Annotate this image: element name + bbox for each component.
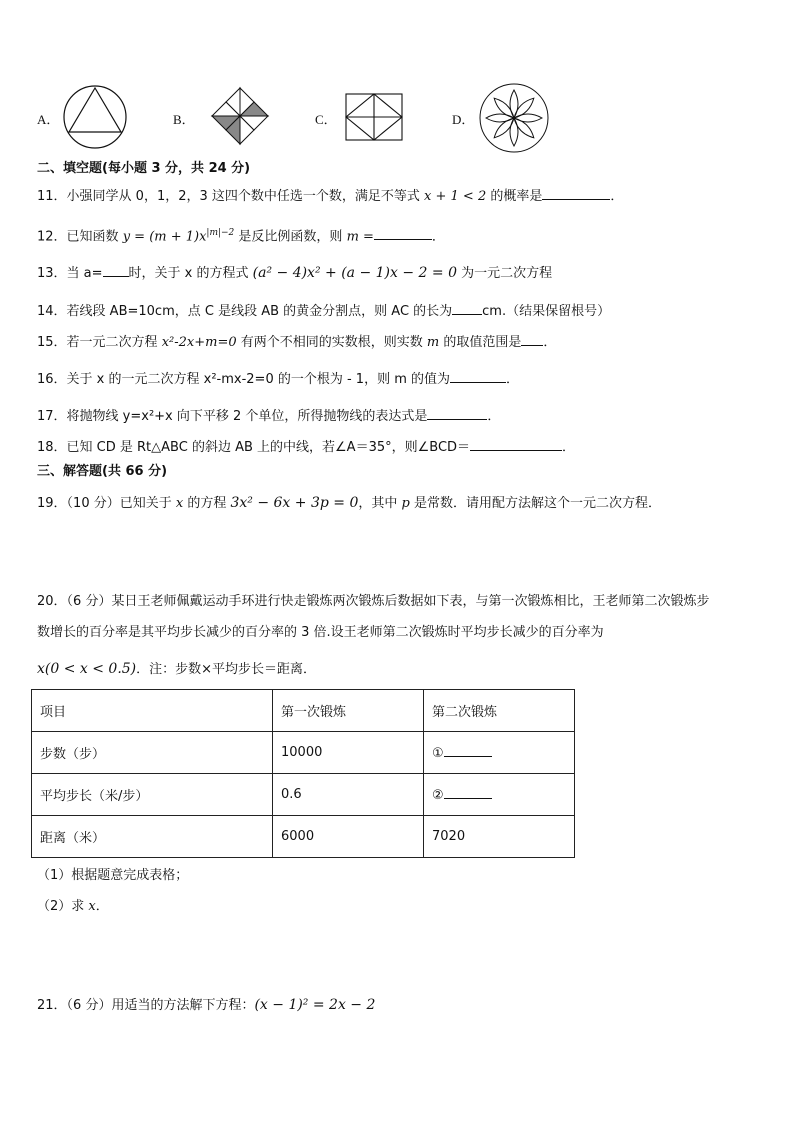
question-17 xyxy=(37,407,500,426)
question-18 xyxy=(37,438,575,457)
q19-text-mid: 的方程 xyxy=(183,496,231,511)
q13-text: 13．当 a= xyxy=(37,266,103,281)
q18-answer-blank[interactable] xyxy=(470,438,562,451)
q18-text: 18．已知 CD 是 Rt△ABC 的斜边 AB 上的中线，若∠A＝35°，则∠BCD＝ xyxy=(37,440,471,455)
table-header-row xyxy=(32,690,575,732)
option-b-label: B． xyxy=(173,112,195,127)
q11-text: 11．小强同学从 0，1，2，3 这四个数中任选一个数，满足不等式 xyxy=(37,189,425,204)
q15-text: 15．若一元二次方程 xyxy=(37,335,162,350)
table-cell: 10000 xyxy=(273,732,424,774)
table-header-cell: 第二次锻炼 xyxy=(424,690,575,732)
question-20-sub2 xyxy=(37,898,109,916)
q11-inequality: x + 1 < 2 xyxy=(424,189,487,204)
q13-text-post: 为一元二次方程 xyxy=(456,266,553,281)
q17-end: ． xyxy=(487,409,501,424)
table-cell: 步数（步） xyxy=(32,732,273,774)
q19-x: x xyxy=(175,496,184,511)
table-row xyxy=(32,774,575,816)
q16-end: ． xyxy=(506,372,520,387)
q11-answer-blank[interactable] xyxy=(542,187,610,200)
exercise-data-table xyxy=(31,689,575,858)
q12-text: 12．已知函数 xyxy=(37,229,123,245)
q17-answer-blank[interactable] xyxy=(427,407,487,420)
question-13 xyxy=(37,264,552,283)
question-16 xyxy=(37,370,519,389)
q15-text-post: 的取值范围是 xyxy=(439,335,522,350)
table-cell: 距离（米） xyxy=(32,816,273,858)
q12-text-mid: 是反比例函数，则 xyxy=(234,229,347,245)
q14-text-post: cm.（结果保留根号） xyxy=(482,304,611,319)
q15-end: ． xyxy=(543,335,557,350)
q21-equation: (x − 1)² = 2x − 2 xyxy=(254,997,376,1013)
question-21 xyxy=(37,996,375,1015)
q19-equation: 3x² − 6x + 3p = 0 xyxy=(230,495,359,511)
q20-sub2-text: （2）求 xyxy=(37,899,89,914)
table-header-cell: 项目 xyxy=(32,690,273,732)
table-row xyxy=(32,816,575,858)
question-20-line2: 数增长的百分率是其平均步长减少的百分率的 3 倍.设王老师第二次锻炼时平均步长减少的百分率为 xyxy=(37,625,604,640)
q12-function: y = (m + 1)x xyxy=(122,229,207,245)
q15-text-mid: 有两个不相同的实数根，则实数 xyxy=(236,335,427,350)
question-15 xyxy=(37,333,556,352)
q15-answer-blank[interactable] xyxy=(521,333,543,346)
q13-text-mid: 时，关于 x 的方程式 xyxy=(128,266,253,281)
q18-end: ． xyxy=(562,440,576,455)
q12-answer-blank[interactable] xyxy=(374,227,432,240)
q21-text: 21．（6 分）用适当的方法解下方程： xyxy=(37,998,255,1013)
question-20-line1: 20．（6 分）某日王老师佩戴运动手环进行快走锻炼两次锻炼后数据如下表，与第一次锻炼相比，王老师第二次锻炼步 xyxy=(37,594,710,609)
q19-p: p xyxy=(401,496,410,511)
option-a-figure xyxy=(62,84,128,150)
question-14 xyxy=(37,302,610,321)
question-12 xyxy=(37,224,445,246)
q16-answer-blank[interactable] xyxy=(450,370,506,383)
q19-end: 是常数．请用配方法解这个一元二次方程． xyxy=(409,496,661,511)
q17-text: 17．将抛物线 y=x²+x 向下平移 2 个单位，所得抛物线的表达式是 xyxy=(37,409,428,424)
q19-text-post: ，其中 xyxy=(358,496,402,511)
table-cell-marker: ① xyxy=(432,746,444,761)
q11-text-post: 的概率是 xyxy=(486,189,543,204)
table-answer-blank-1[interactable] xyxy=(444,744,492,757)
q19-text: 19．（10 分）已知关于 xyxy=(37,496,176,511)
table-header-cell: 第一次锻炼 xyxy=(273,690,424,732)
option-c-label: C． xyxy=(315,112,337,127)
question-20-sub1: （1）根据题意完成表格； xyxy=(37,868,189,883)
option-d-figure xyxy=(478,82,550,154)
q20-condition: x(0 < x < 0.5) xyxy=(37,661,137,677)
question-20-line3 xyxy=(37,660,316,679)
section-heading-solutions: 三、解答题(共 66 分) xyxy=(37,464,168,479)
option-b-figure xyxy=(205,85,275,147)
section-heading-fill-in: 二、填空题(每小题 3 分，共 24 分) xyxy=(37,161,251,176)
q13-equation: (a² − 4)x² + (a − 1)x − 2 = 0 xyxy=(252,265,457,281)
table-row xyxy=(32,732,575,774)
q20-sub2-x: x xyxy=(88,899,96,914)
q13-answer-blank[interactable] xyxy=(103,264,129,277)
q12-m: m = xyxy=(346,229,374,245)
option-a-label: A． xyxy=(37,112,60,127)
table-cell xyxy=(424,732,575,774)
option-d-label: D． xyxy=(452,112,475,127)
q20-note: ．注：步数×平均步长＝距离． xyxy=(136,662,317,677)
question-19 xyxy=(37,494,661,513)
option-c-figure xyxy=(344,92,406,144)
q12-exponent: |m|−2 xyxy=(206,228,235,238)
table-cell: 7020 xyxy=(424,816,575,858)
table-cell xyxy=(424,774,575,816)
q16-text: 16．关于 x 的一元二次方程 x²-mx-2=0 的一个根为 - 1，则 m 的值为 xyxy=(37,372,450,387)
q14-text: 14．若线段 AB=10cm，点 C 是线段 AB 的黄金分割点，则 AC 的长为 xyxy=(37,304,453,319)
table-cell-marker: ② xyxy=(432,788,444,803)
q20-sub2-end: ． xyxy=(95,899,109,914)
question-11 xyxy=(37,187,623,206)
q11-end: ． xyxy=(610,189,624,204)
q15-equation: x²-2x+m=0 xyxy=(161,335,237,350)
table-cell: 6000 xyxy=(273,816,424,858)
q14-answer-blank[interactable] xyxy=(452,302,482,315)
table-answer-blank-2[interactable] xyxy=(444,786,492,799)
q15-m: m xyxy=(426,335,440,350)
table-cell: 平均步长（米/步） xyxy=(32,774,273,816)
q12-end: ． xyxy=(431,229,445,245)
table-cell: 0.6 xyxy=(273,774,424,816)
